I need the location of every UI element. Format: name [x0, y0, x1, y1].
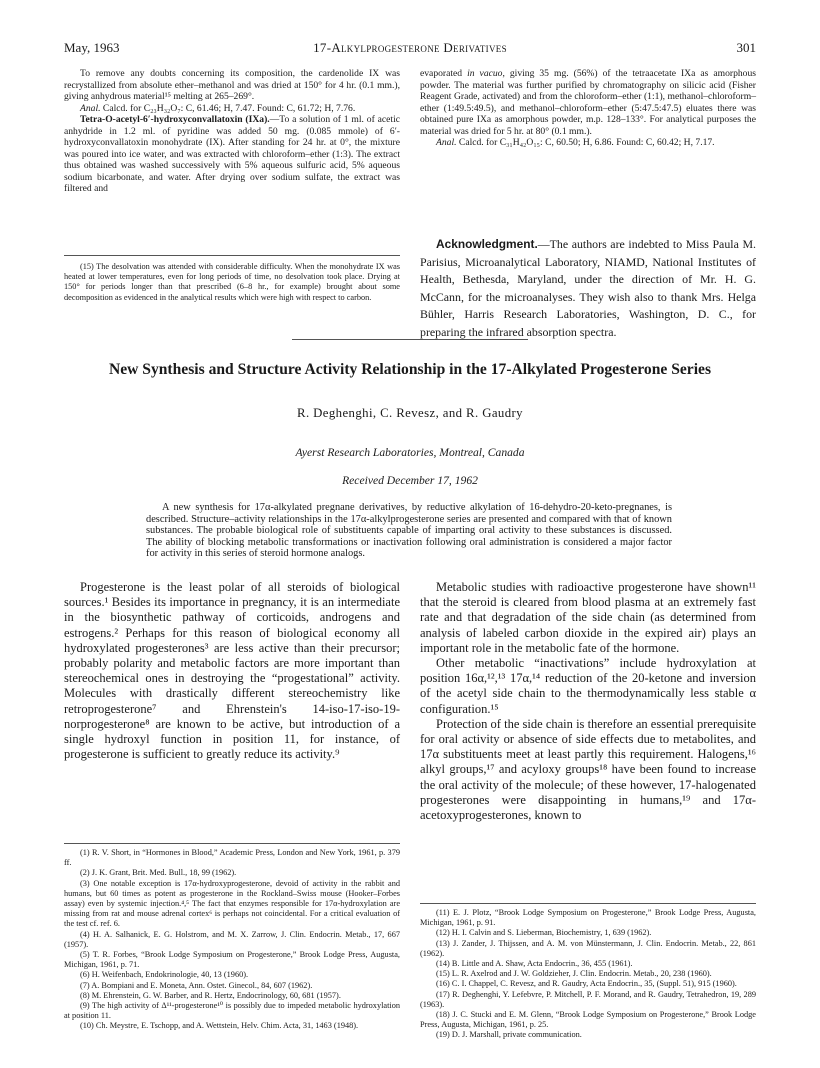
- footnote: (16) C. I. Chappel, C. Revesz, and R. Gaudry, Acta Endocrin., 35, (Suppl. 51), 915 (1960).: [436, 979, 737, 989]
- footnote: (7) A. Bompiani and E. Moneta, Ann. Ostet. Ginecol., 84, 607 (1962).: [80, 980, 313, 990]
- footnote: (18) J. C. Stucki and E. M. Glenn, “Brook Lodge Symposium on Progesterone,” Brook Lodge Press, Augusta, Michigan, 1961, p. 25.: [420, 1010, 756, 1030]
- footnote: (10) Ch. Meystre, E. Tschopp, and A. Wettstein, Helv. Chim. Acta, 31, 1463 (1948).: [80, 1021, 359, 1031]
- footnote: (8) M. Ehrenstein, G. W. Barber, and R. Hertz, Endocrinology, 60, 681 (1957).: [80, 990, 341, 1000]
- footnote-divider: [64, 843, 400, 844]
- footnote: (15) L. R. Axelrod and J. W. Goldzieher, J. Clin. Endocrin. Metab., 20, 238 (1960).: [436, 969, 712, 979]
- acknowledgment: [420, 236, 756, 341]
- anal-text: Calcd. for C₂₃H₃₂O₇: C, 61.46; H, 7.47. Found: C, 61.72; H, 7.76.: [100, 102, 356, 114]
- acknowledgment-text: —The authors are indebted to Miss Paula M. Parisius, Microanalytical Laboratory, NIAMD, National Institutes of Health, Bethesda, Maryland, under the direction of Mr. H. G. McCann, for the microanalyses. They wish also to thank Mrs. Helga Bühler, Harris Research Laboratories, Washington, D. C., for preparing the infrared absorption spectra.: [420, 237, 756, 339]
- footnotes-right: [420, 908, 756, 1041]
- body-left-column: [64, 580, 400, 762]
- received-date: Received December 17, 1962: [342, 474, 478, 487]
- footnote: (19) D. J. Marshall, private communication.: [436, 1030, 582, 1040]
- article-affiliation: Ayerst Research Laboratories, Montreal, Canada: [295, 446, 525, 459]
- running-header-date: May, 1963: [64, 40, 120, 55]
- article-title: New Synthesis and Structure Activity Relationship in the 17-Alkylated Progesterone Series: [108, 361, 712, 378]
- procedure-text: —To a solution of 1 ml. of acetic anhydride in 1.2 ml. of pyridine was added 50 mg. (0.085 mmole) of 6′-hydroxyconvallatoxin monohydrate (IX). After standing for 24 hr. at 0°, the mixture was poured into ice water, and was extracted with chloroform–ether (1:3). The extract thus obtained was washed successively with 5% aqueous sulfuric acid, 5% aqueous sodium bicarbonate, and water. After drying over sodium sulfate, the extract was filtered and: [64, 114, 400, 194]
- paragraph: evaporated in vacuo, giving 35 mg. (56%) of the tetraacetate IXa as amorphous powder. The material was further purified by chromatography on silicic acid (Fisher Reagent Grade, activated) and from the chloroform–ether (1:1), methanol–chloroform–ether (1:49.5:49.5), and methanol–chloroform–ether (5:47.5:47.5) eluates there was obtained pure IXa as amorphous powder, m.p. 128–133°. For analytical purposes the material was dried for 5 hr. at 80° (0.1 mm.).: [420, 68, 756, 137]
- italic-term: in vacuo: [467, 68, 503, 79]
- anal-label: Anal.: [436, 137, 457, 148]
- footnote: (14) B. Little and A. Shaw, Acta Endocrin., 36, 455 (1961).: [436, 959, 633, 969]
- anal-text: Calcd. for C₃₁H₄₂O₁₅: C, 60.50; H, 6.86. Found: C, 60.42; H, 7.17.: [456, 137, 715, 148]
- compound-heading: Tetra-O-acetyl-6′-hydroxyconvallatoxin (IXa).: [80, 114, 270, 125]
- paragraph: Other metabolic “inactivations” include hydroxylation at position 16α,¹²,¹³ 17α,¹⁴ reduction of the 20-ketone and inversion of the acetyl side chain to the thermodynamically less stable α configuration.¹⁵: [420, 656, 756, 716]
- top-right-column: [420, 68, 756, 149]
- footnote: (17) R. Deghenghi, Y. Lefebvre, P. Mitchell, P. F. Morand, and R. Gaudry, Tetrahedron, 19, 289 (1963).: [420, 989, 756, 1009]
- paragraph: [64, 114, 400, 195]
- footnote: (4) H. A. Salhanick, E. G. Holstrom, and M. X. Zarrow, J. Clin. Endocrin. Metab., 17, 667 (1957).: [64, 929, 400, 949]
- abstract: A new synthesis for 17α-alkylated pregnane derivatives, by reductive alkylation of 16-dehydro-20-keto-pregnanes, is described. Structure–activity relationships in the 17α-alkylprogesterone series are presented and compared with that of known substances. The probable biological role of substituents capable of imparting oral activity to these substances is discussed. The ability of blocking metabolic transformations or inactivation following oral administration is considered a major factor for activity in this series of steroid hormone analogs.: [146, 502, 672, 560]
- footnote: (12) H. I. Calvin and S. Lieberman, Biochemistry, 1, 639 (1962).: [436, 928, 652, 938]
- footnote: (5) T. R. Forbes, “Brook Lodge Symposium on Progesterone,” Brook Lodge Press, Augusta, Michigan, 1961, p. 71.: [64, 950, 400, 970]
- footnote: (2) J. K. Grant, Brit. Med. Bull., 18, 99 (1962).: [80, 868, 237, 878]
- paragraph: Progesterone is the least polar of all steroids of biological sources.¹ Besides its importance in pregnancy, it is an intermediate in the biosynthetic pathway of corticoids, androgens and estrogens.² Perhaps for this reason of biological economy all hydroxylated progesterones³ are less active than their precursor; probably polarity and metabolic factors are more important than stereochemical ones in destroying the “progestational” activity. Molecules with drastically different stereochemistry like retroprogesterone⁷ and Ehrenstein's 14-iso-17-iso-19-norprogesterone⁸ are known to be active, but introduction of a single hydroxyl function in position 11, for instance, of progesterone is sufficient to greatly reduce its activity.⁹: [64, 580, 400, 762]
- acknowledgment-heading: Acknowledgment.: [436, 237, 538, 251]
- footnote: (6) H. Weifenbach, Endokrinologie, 40, 13 (1960).: [80, 970, 249, 980]
- paragraph: Protection of the side chain is therefore an essential prerequisite for oral activity or absence of side effects due to metabolites, and 17α substituents meet at least partly this requirement. Halogens,¹⁶ alkyl groups,¹⁷ and acyloxy groups¹⁸ have been found to increase the oral activity of the molecule; of these however, 17-halogenated progesterones were disappointing in humans,¹⁹ and 17α-acetoxyprogesterones, known to: [420, 716, 756, 823]
- paragraph: To remove any doubts concerning its composition, the cardenolide IX was recrystallized from absolute ether–methanol and was dried at 150° for 4 hr. (0.1 mm.), giving anhydrous material¹⁵ melting at 265–269°.: [64, 68, 400, 102]
- paragraph: [64, 103, 400, 115]
- running-header-title: 17-Alkylprogesterone Derivatives: [313, 40, 507, 55]
- footnotes-left: [64, 848, 400, 1032]
- article-authors: R. Deghenghi, C. Revesz, and R. Gaudry: [297, 406, 523, 420]
- footnote-divider: [64, 255, 400, 256]
- body-right-column: [420, 580, 756, 823]
- top-left-column: [64, 68, 400, 195]
- footnote: (3) One notable exception is 17α-hydroxyprogesterone, devoid of activity in the rabbit and humans, but 60 times as potent as progesterone in the Rockland–Swiss mouse (Hooker–Forbes assay) even by systemic injection.⁴,⁵ The fact that enzymes responsible for 17α-hydroxylation are missing from rat and mouse adrenal cortex⁶ is perhaps not coincidental. For a critical evaluation of the test cf. ref. 6.: [64, 878, 400, 929]
- footnote: (13) J. Zander, J. Thijssen, and A. M. von Münstermann, J. Clin. Endocrin. Metab., 22, 861 (1962).: [420, 938, 756, 958]
- footnote: (1) R. V. Short, in “Hormones in Blood,” Academic Press, London and New York, 1961, p. 379 ff.: [64, 848, 400, 868]
- anal-label: Anal.: [80, 102, 101, 114]
- footnote: (11) E. J. Plotz, “Brook Lodge Symposium on Progesterone,” Brook Lodge Press, Augusta, Michigan, 1961, p. 91.: [420, 908, 756, 928]
- section-separator: [292, 339, 528, 340]
- footnote: (9) The high activity of Δ¹¹-progesterone¹⁰ is possibly due to impeded metabolic hydroxylation at position 11.: [64, 1001, 400, 1021]
- paragraph: Metabolic studies with radioactive progesterone have shown¹¹ that the steroid is cleared from blood plasma at an extremely fast rate and that degradation of the side chain (as determined from analysis of labeled carbon dioxide in the expired air) plays an important role in the metabolic fate of the hormone.: [420, 580, 756, 655]
- footnote-divider: [420, 903, 756, 904]
- page-number: 301: [736, 40, 756, 55]
- paragraph: [420, 137, 756, 149]
- footnote-15: (15) The desolvation was attended with considerable difficulty. When the monohydrate IX was heated at lower temperatures, even for long periods of time, no desolvation took place. Drying at 150° for periods longer than that prescribed (6–8 hr., for example) brought about some decomposition as evidenced in the analytical results which were high with respect to carbon.: [64, 262, 400, 302]
